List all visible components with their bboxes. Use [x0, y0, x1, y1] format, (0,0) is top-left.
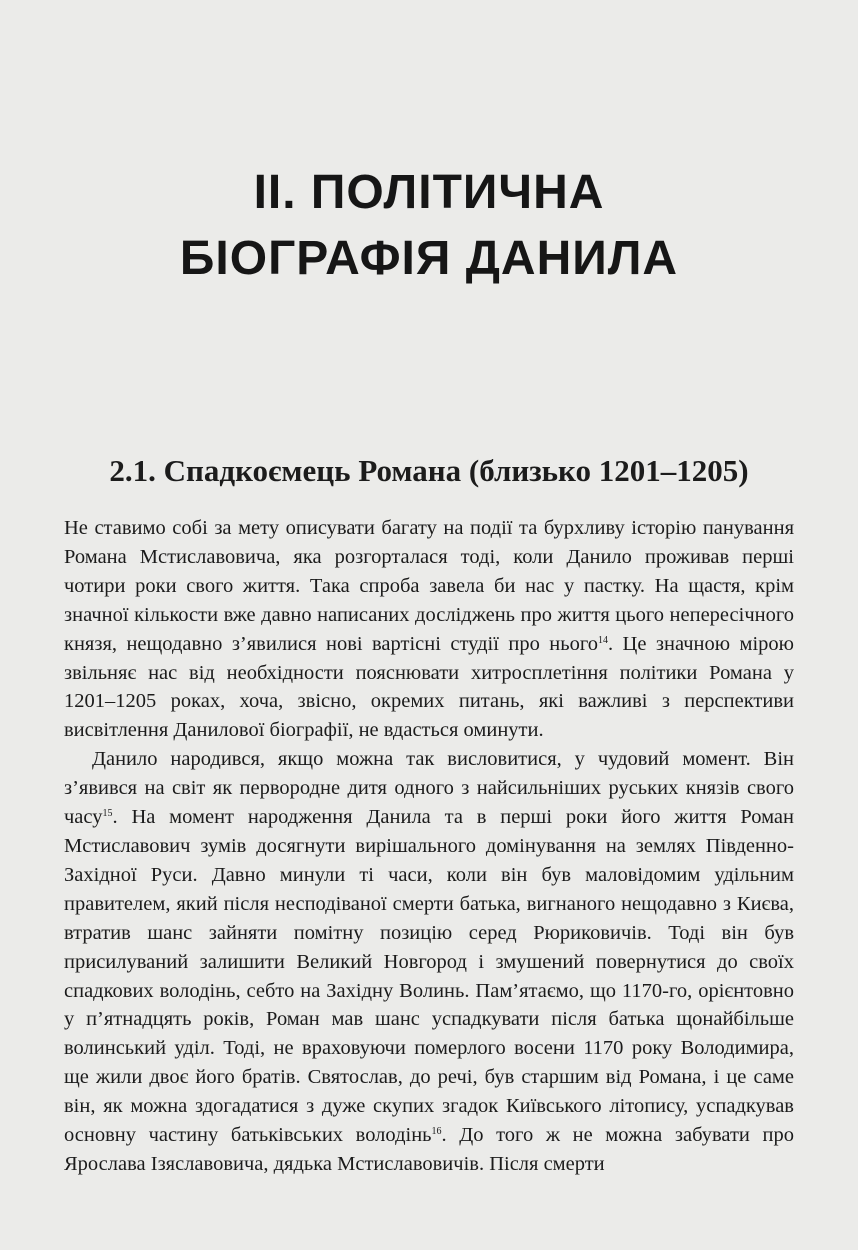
- paragraph-2-text-c: . До того ж не можна забувати про Ярослава Ізяславовича, дядька Мстиславовичів. Після смерти: [64, 1124, 794, 1175]
- paragraph-2-text-a: Данило народився, якщо можна так висловитися, у чудовий момент. Він з’явився на світ як первородне дитя одного з найсильніших руських князів свого часу: [64, 748, 794, 829]
- paragraph-1: [64, 514, 794, 745]
- paragraph-2-text-b: . На момент народження Данила та в перші роки його життя Роман Мстиславович зумів досягнути вирішального домінування на землях Південно-Західної Руси. Давно минули ті часи, коли він був маловідомим удільним правителем, який після несподіваної смерти батька, вигнаного нещодавно з Києва, втратив шанс зайняти помітну позицію серед Рюриковичів. Тоді він був присилуваний залишити Великий Новгород і змушений повернутися до своїх спадкових володінь, себто на Західну Волинь. Пам’ятаємо, що 1170-го, орієнтовно у п’ятнадцять років, Роман мав шанс успадкувати після батька щонайбільше волинський уділ. Тоді, не враховуючи померлого восени 1170 року Володимира, ще жили двоє його братів. Святослав, до речі, був старшим від Романа, і це саме він, як можна здогадатися з дуже скупих згадок Київського літопису, успадкував основну частину батьківських володінь: [64, 806, 794, 1147]
- paragraph-1-text-a: Не ставимо собі за мету описувати багату на події та бурхливу історію панування Романа Мстиславовича, яка розгорталася тоді, коли Данило проживав перші чотири роки свого життя. Така спроба завела би нас у пастку. На щастя, крім значної кількости вже давно написаних досліджень про життя цього непересічного князя, нещодавно з’явилися нові вартісні студії про нього: [64, 517, 794, 655]
- chapter-title-line-1: II. ПОЛІТИЧНА: [253, 166, 605, 220]
- section-title: 2.1. Спадкоємець Романа (близько 1201–1205): [109, 452, 749, 488]
- footnote-ref-16[interactable]: 16: [431, 1126, 442, 1138]
- chapter-title: [0, 160, 858, 292]
- footnote-ref-15[interactable]: 15: [102, 808, 113, 820]
- body-text: [64, 514, 794, 1179]
- footnote-ref-14[interactable]: 14: [597, 634, 608, 646]
- paragraph-2: [64, 745, 794, 1179]
- paragraph-1-text-b: . Це значною мірою звільняє нас від необхідности пояснювати хитросплетіння політики Романа у 1201–1205 роках, хоча, звісно, окремих питань, які важливі з перспективи висвітлення Данилової біографії, не вдасться оминути.: [64, 632, 794, 742]
- chapter-title-line-2: БІОГРАФІЯ ДАНИЛА: [179, 232, 679, 286]
